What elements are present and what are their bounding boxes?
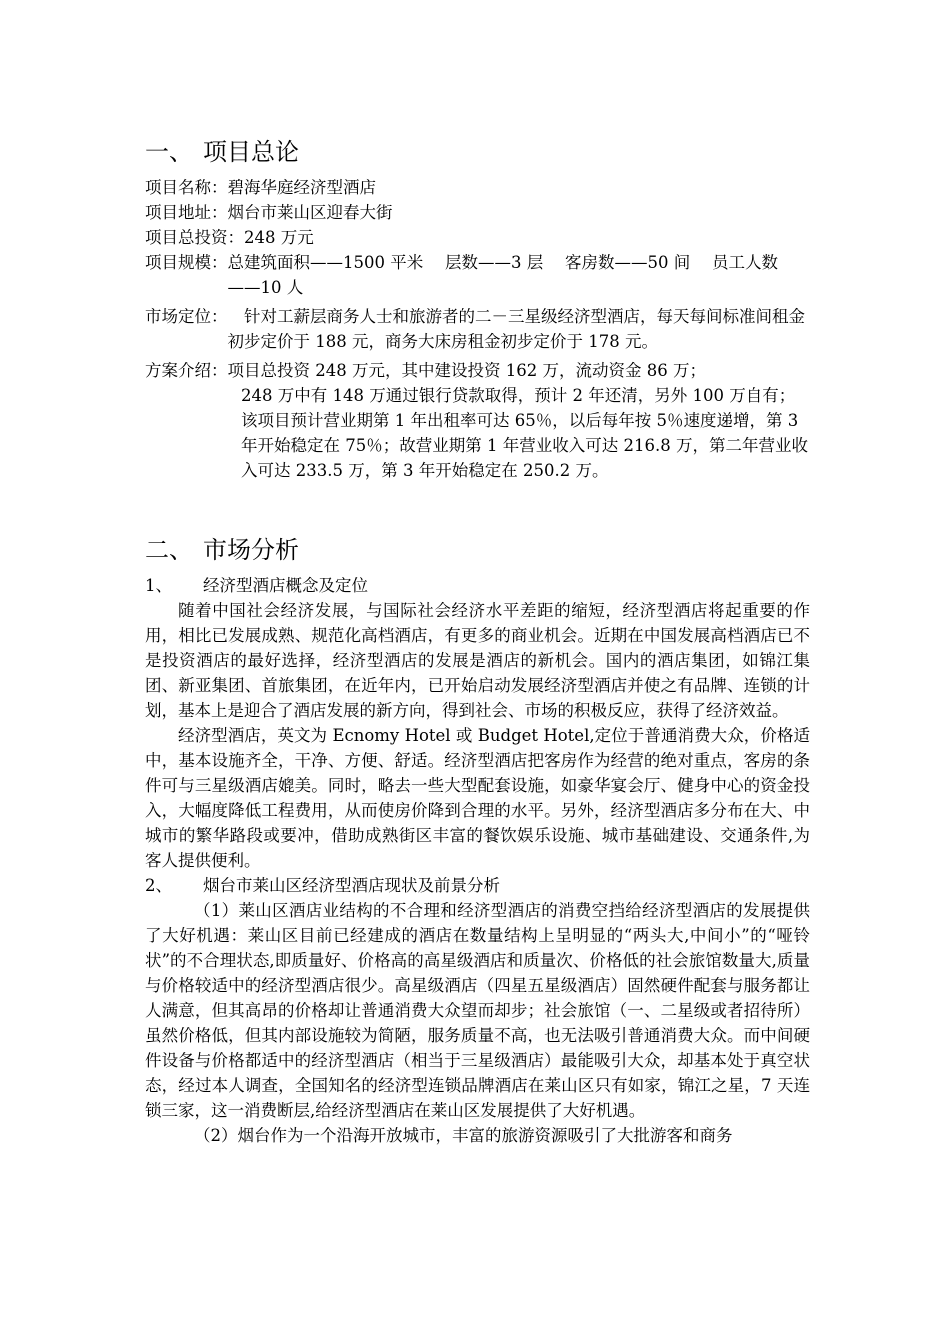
- section-2-title: 市场分析: [203, 536, 299, 564]
- paragraph-concept: 随着中国社会经济发展，与国际社会经济水平差距的缩短，经济型酒店将起重要的作用，相比已发展成熟、规范化高档酒店，有更多的商业机会。近期在中国发展高档酒店已不是投资酒店的最好选择，经济型酒店的发展是酒店的新机会。国内的酒店集团，如锦江集团、新亚集团、首旅集团，在近年内，已开始启动发展经济型酒店并使之有品牌、连锁的计划，基本上是迎合了酒店发展的新方向，得到社会、市场的积极反应，获得了经济效益。: [145, 601, 810, 720]
- paragraph-definition: 经济型酒店，英文为 Ecnomy Hotel 或 Budget Hotel,定位于普通消费大众，价格适中，基本设施齐全，干净、方便、舒适。经济型酒店把客房作为经营的绝对重点，客房的条件可与三星级酒店媲美。同时，略去一些大型配套设施，如豪华宴会厅、健身中心的资金投入，大幅度降低工程费用，从而使房价降到合理的水平。另外，经济型酒店多分布在大、中城市的繁华路段或要冲，借助成熟街区丰富的餐饮娱乐设施、城市基础建设、交通条件,为客人提供便利。: [145, 726, 810, 870]
- paragraph-tourism: （2）烟台作为一个沿海开放城市，丰富的旅游资源吸引了大批游客和商务: [194, 1126, 733, 1145]
- summary-row-address: 项目地址： 烟台市莱山区迎春大街: [145, 203, 393, 222]
- summary-row-plan-detail: 248 万中有 148 万通过银行贷款取得，预计 2 年还清，另外 100 万自有；该项目预计营业期第 1 年出租率可达 65％，以后每年按 5％速度递增，第 3 年开始稳定在 75％；故营业期第 1 年营业收入可达 216.8 万，第二年营业收入可达 233.5 万，第 3 年开始稳定在 250.2 万。: [241, 386, 808, 480]
- subsection-1-heading: 1、 经济型酒店概念及定位: [145, 576, 368, 595]
- summary-row-investment: 项目总投资： 248 万元: [145, 228, 314, 247]
- section-1-title: 项目总论: [203, 138, 299, 166]
- section-2-number: 二、: [145, 536, 193, 564]
- section-2-heading: [145, 534, 299, 566]
- summary-row-positioning: 市场定位： 针对工薪层商务人士和旅游者的二－三星级经济型酒店，每天每间标准间租金初步定价于 188 元，商务大床房租金初步定价于 178 元。: [145, 307, 805, 351]
- summary-row-scale: 项目规模： 总建筑面积——1500 平米 层数——3 层 客房数——50 间 员工人数——10 人: [145, 253, 778, 297]
- subsection-2-heading: 2、 烟台市莱山区经济型酒店现状及前景分析: [145, 876, 500, 895]
- section-1-heading: [145, 136, 299, 168]
- project-summary: [145, 175, 810, 483]
- summary-row-name: 项目名称： 碧海华庭经济型酒店: [145, 178, 376, 197]
- summary-row-plan: 方案介绍： 项目总投资 248 万元，其中建设投资 162 万，流动资金 86 万；: [145, 361, 706, 380]
- market-analysis: [145, 573, 810, 1148]
- section-1-number: 一、: [145, 138, 193, 166]
- paragraph-structure: （1）莱山区酒店业结构的不合理和经济型酒店的消费空挡给经济型酒店的发展提供了大好机遇：莱山区目前已经建成的酒店在数量结构上呈明显的“两头大,中间小”的“哑铃状”的不合理状态,即质量好、价格高的高星级酒店和质量次、价格低的社会旅馆数量大,质量与价格较适中的经济型酒店很少。高星级酒店（四星五星级酒店）固然硬件配套与服务都让人满意，但其高昂的价格却让普通消费大众望而却步；社会旅馆（一、二星级或者招待所）虽然价格低，但其内部设施较为简陋，服务质量不高，也无法吸引普通消费大众。而中间硬件设备与价格都适中的经济型酒店（相当于三星级酒店）最能吸引大众，却基本处于真空状态，经过本人调查，全国知名的经济型连锁品牌酒店在莱山区只有如家，锦江之星，7 天连锁三家，这一消费断层,给经济型酒店在莱山区发展提供了大好机遇。: [145, 901, 810, 1120]
